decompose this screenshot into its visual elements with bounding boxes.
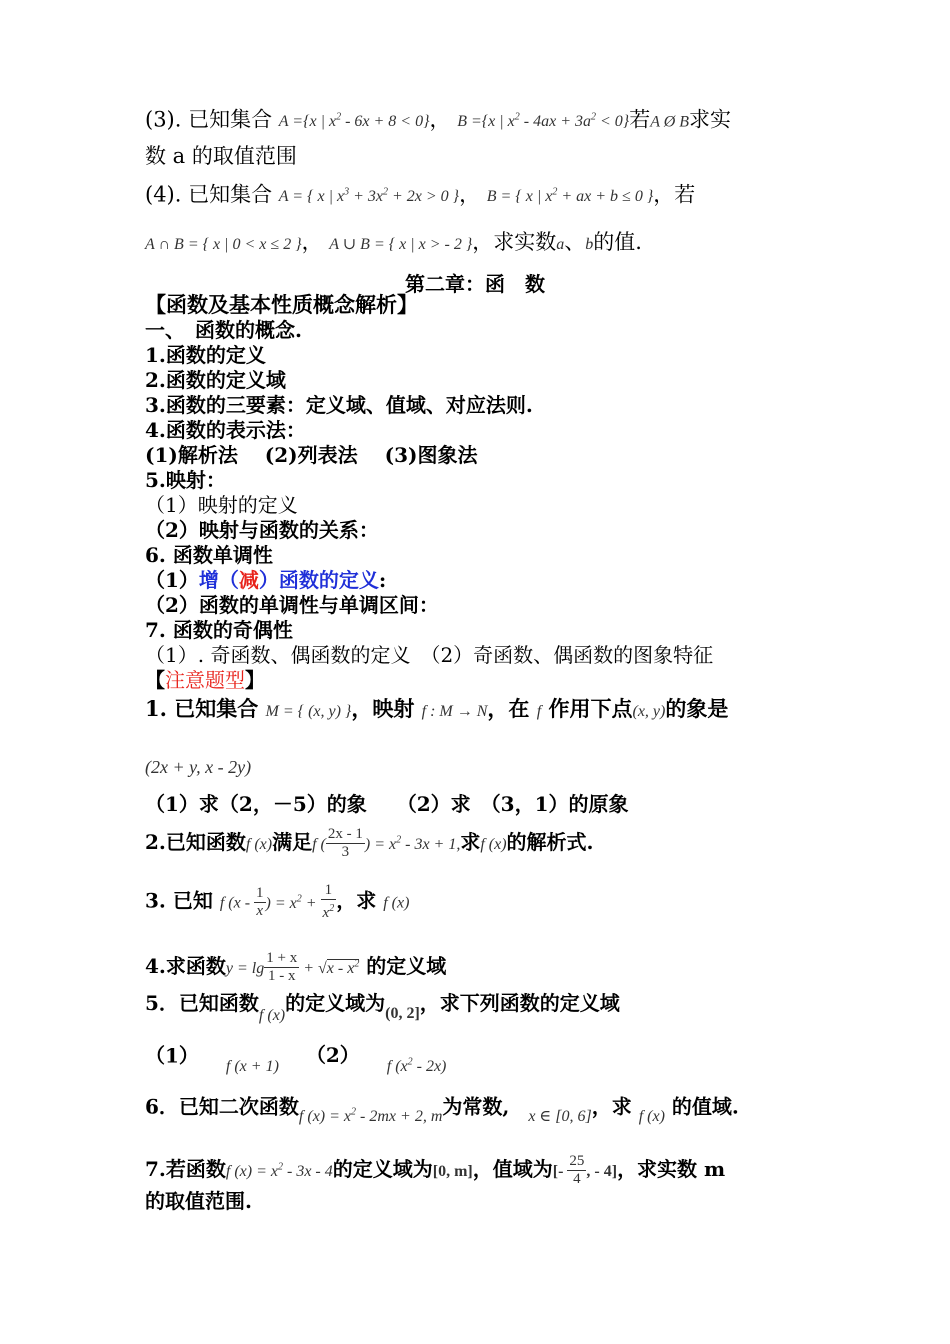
prefix: （1） — [145, 568, 199, 592]
set-a-expr: A ={x | $x^2 - 6x + 8 < 0$} — [278, 112, 430, 131]
note-text: 注意题型 — [165, 668, 245, 692]
fraction: $\frac{1}{x^2}$ — [322, 882, 335, 921]
set-b-expr: B = { x | $x^2$ + ax + b ≤ 0 } — [486, 187, 654, 206]
if-text: 若 — [629, 107, 651, 132]
parity-sub: （1）. 奇函数、偶函数的定义 （2）奇函数、偶函数的图象特征 — [145, 643, 714, 667]
question-7: 7.若函数f $(x) = x^2 - 3x - 4$的定义域为[0, m]，值域为[- $\frac{25}{4}$ , - 4]，求实数 m — [145, 1153, 726, 1187]
question-1-image: (2x + y, x - 2y) — [145, 757, 252, 777]
set-a-expr: A = { x | $x^3 + 3x^2 + 2x > 0$ } — [278, 187, 460, 206]
question-1: 1. 已知集合 M = { (x, y) }，映射 f : M → N，在 f 作用下点(x, y)的象是 — [145, 696, 729, 721]
note-heading — [145, 667, 265, 693]
outline-item: 2.函数的定义域 — [145, 368, 286, 392]
problem-4-line-2: A ∩ B = { x | 0 < x ≤ 2 }， A ∪ B = { x | x > - 2 }，求实数a、b的值. — [145, 230, 642, 254]
question-6: 6．已知二次函数$_{f (x) = x^2 - 2mx + 2, m}$为常数, $_{x \in [0, 6]}$，求 $_{f (x)}$ 的值域. — [145, 1094, 739, 1126]
outline-item: 4.函数的表示法： — [145, 418, 306, 442]
question-1-sub: （1）求（2，－5）的象 （2）求 （3，1）的原象 — [145, 792, 629, 816]
outline-item: （1）映射的定义 — [145, 493, 298, 517]
fraction: $\frac{2x - 1}{3}$ — [327, 826, 363, 860]
f-symbol: f — [536, 703, 542, 720]
bracket-open: 【 — [145, 668, 165, 692]
set-m: M = { (x, y) } — [265, 703, 352, 720]
monotone-definition — [145, 567, 386, 593]
problem-3-label: (3). 已知集合 — [145, 107, 273, 132]
intersection-expr: A ∩ B = { x | 0 < x ≤ 2 } — [145, 236, 302, 253]
question-2: 2.已知函数f (x)满足f ( $\frac{2x - 1}{3}$ ) = $x^2 - 3x + 1$,求f (x)的解析式. — [145, 826, 594, 860]
fraction: $\frac{1}{x}$ — [256, 884, 264, 919]
question-5: 5．已知函数$_{f (x)}$的定义域为$_{(0, 2]}$，求下列函数的定义域 — [145, 991, 620, 1024]
problem-4-line-1 — [145, 180, 695, 210]
comma: ， — [429, 107, 451, 132]
definition-text: ）函数的定义 — [258, 568, 379, 592]
ask-text: ，求实数 — [472, 230, 557, 254]
outline-item: 3.函数的三要素：定义域、值域、对应法则. — [145, 393, 533, 417]
outline-item: 1.函数的定义 — [145, 343, 266, 367]
outline-item: 6. 函数单调性 — [145, 543, 273, 567]
outline-item: （2）映射与函数的关系： — [145, 518, 379, 542]
ask-text: 求实 — [689, 107, 732, 132]
colon: : — [378, 568, 387, 592]
map-expr: f : M → N — [421, 703, 488, 720]
chapter-title: 第二章：函 数 — [405, 272, 545, 296]
bracket-close: 】 — [245, 668, 265, 692]
outline-item: 一、 函数的概念. — [145, 318, 302, 342]
outline-item: 5.映射： — [145, 468, 226, 492]
section-title: 【函数及基本性质概念解析】 — [145, 292, 418, 317]
decreasing-text: 减 — [238, 568, 259, 592]
monotone-interval: （2）函数的单调性与单调区间： — [145, 593, 439, 617]
question-5-sub: （1） $_{f (x + 1)}$ （2） $_{f (x^2 - 2x)}$ — [145, 1043, 447, 1076]
problem-4-label: (4). 已知集合 — [145, 182, 273, 207]
end-text: 的值. — [593, 230, 642, 254]
separator: 、 — [564, 230, 586, 254]
set-b-expr: B ={x | $x^2 - 4ax + 3a^2 < 0$} — [457, 112, 630, 131]
question-4: 4.求函数y = lg $\frac{1 + x}{1 - x}$ + $√x - x^2$ 的定义域 — [145, 950, 447, 984]
fraction: $\frac{25}{4}$ — [569, 1153, 585, 1187]
problem-3-line-1 — [145, 105, 731, 135]
problem-3-line-2: 数 a 的取值范围 — [145, 144, 297, 168]
fraction: $\frac{1 + x}{1 - x}$ — [266, 950, 298, 984]
increasing-text: 增（ — [198, 568, 239, 592]
var-a: a — [556, 236, 565, 253]
union-expr: A ∪ B = { x | x > - 2 } — [329, 236, 473, 253]
var-b: b — [585, 236, 594, 253]
question-3: 3. 已知 f (x - $\frac{1}{x}$ ) = $x^2$ + $\frac{1}{x^2}$ ，求 f (x) — [145, 882, 410, 921]
comma: ， — [459, 182, 481, 207]
question-7-line-2: 的取值范围. — [145, 1189, 252, 1213]
if-text: ，若 — [653, 182, 696, 207]
relation-expr: A Ø B — [650, 113, 690, 131]
point-expr: (x, y) — [632, 703, 666, 720]
outline-item: (1)解析法 (2)列表法 (3)图象法 — [145, 443, 478, 467]
parity-heading: 7. 函数的奇偶性 — [145, 618, 293, 642]
sqrt-expr: $√x - x^2$ — [318, 958, 360, 977]
